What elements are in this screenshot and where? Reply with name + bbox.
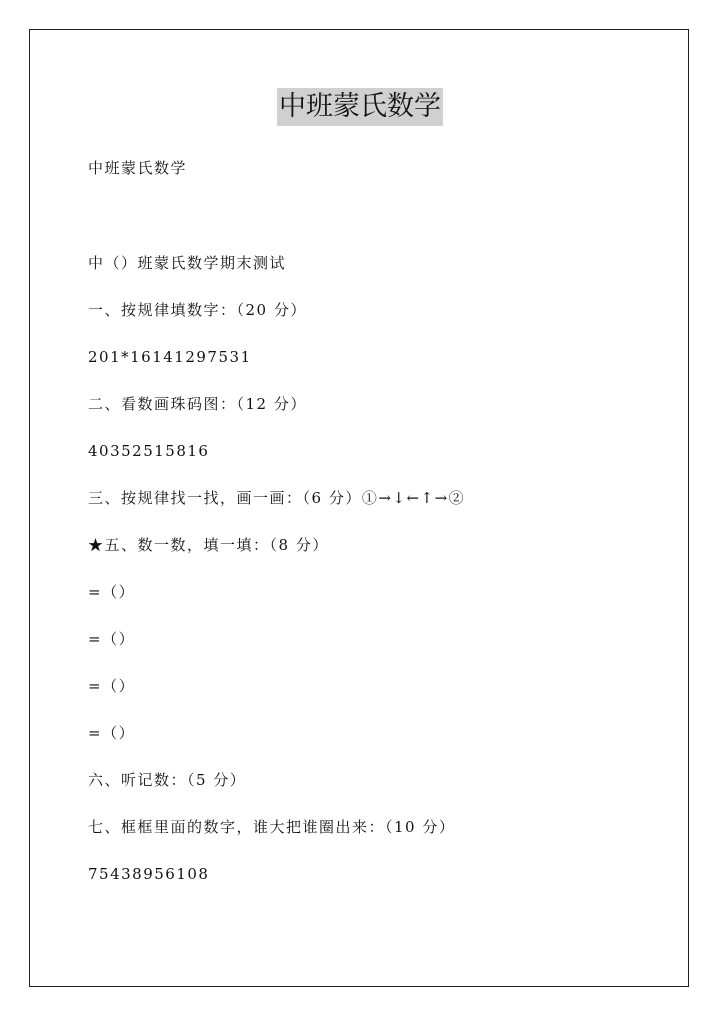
answer-blank-line: =（）	[88, 630, 136, 648]
section-six-heading: 六、听记数：（5 分）	[88, 771, 247, 789]
section-one-content: 201*16141297531	[88, 348, 252, 366]
exam-title-line: 中（）班蒙氏数学期末测试	[88, 254, 287, 272]
title-wrap	[30, 88, 690, 126]
answer-blank-line: =（）	[88, 677, 136, 695]
section-two-heading: 二、看数画珠码图：（12 分）	[88, 395, 307, 413]
section-two-content: 40352515816	[88, 442, 210, 460]
answer-blank-line: =（）	[88, 724, 136, 742]
section-seven-heading: 七、框框里面的数字，谁大把谁圈出来：（10 分）	[88, 818, 456, 836]
document-title: 中班蒙氏数学	[277, 88, 443, 126]
section-seven-content: 75438956108	[88, 865, 210, 883]
section-one-heading: 一、按规律填数字：（20 分）	[88, 301, 307, 319]
section-three-heading: 三、按规律找一找，画一画：（6 分）①→↓←↑→②	[88, 489, 466, 507]
subtitle-line: 中班蒙氏数学	[88, 159, 188, 177]
answer-blank-line: =（）	[88, 583, 136, 601]
section-five-heading: ★五、数一数，填一填：（8 分）	[88, 536, 329, 554]
page-frame	[29, 29, 689, 987]
